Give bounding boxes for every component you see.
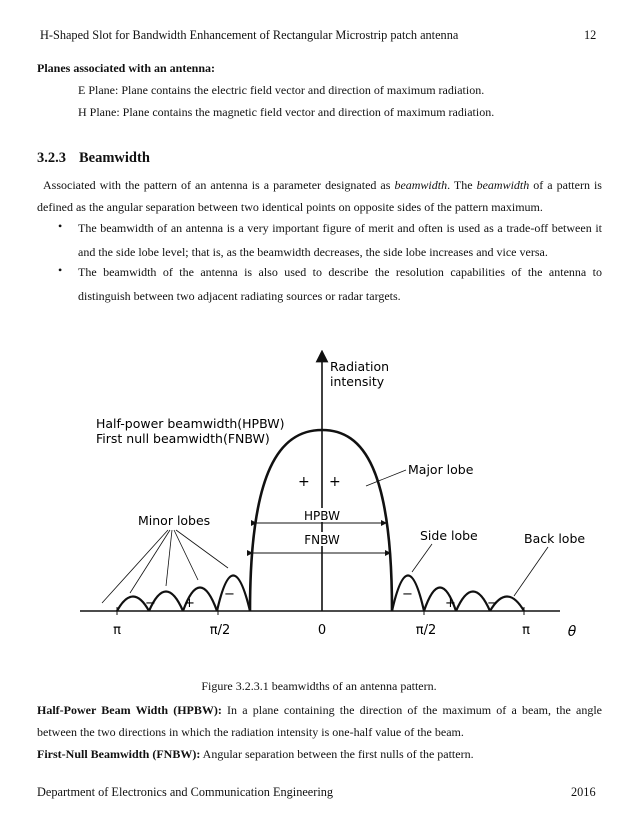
bullet-marker: • bbox=[58, 263, 63, 277]
minor-lobe-curve bbox=[456, 592, 490, 612]
major-lobe-plus-sign: + bbox=[329, 474, 341, 490]
hpbw-definition bbox=[37, 699, 602, 743]
tick-label-pi-half: π/2 bbox=[415, 623, 437, 638]
lobe-minus-sign: − bbox=[487, 596, 498, 611]
lobe-minus-sign: − bbox=[145, 596, 156, 611]
fnbw-label: FNBW bbox=[304, 533, 340, 547]
y-axis-label-line-2: intensity bbox=[330, 374, 385, 389]
bullet-marker: • bbox=[58, 219, 63, 233]
hpbw-label: HPBW bbox=[304, 509, 340, 523]
running-header-title: H-Shaped Slot for Bandwidth Enhancement of Rectangular Microstrip patch antenna bbox=[40, 28, 459, 42]
hpbw-term: Half-Power Beam Width (HPBW): bbox=[37, 703, 222, 717]
major-lobe-leader bbox=[366, 470, 406, 486]
fnbw-definition-text: Angular separation between the first nulls of the pattern. bbox=[200, 747, 474, 761]
major-lobe-label: Major lobe bbox=[408, 462, 474, 477]
lobe-plus-sign: + bbox=[445, 596, 456, 611]
intro-paragraph bbox=[37, 174, 602, 218]
hpbw-legend: Half-power beamwidth(HPBW) bbox=[96, 416, 285, 431]
side-lobe-label: Side lobe bbox=[420, 528, 478, 543]
tick-label-minus-pi-half: π/2 bbox=[209, 623, 231, 638]
section-heading bbox=[37, 150, 150, 167]
footer-department: Department of Electronics and Communication Engineering bbox=[37, 785, 334, 799]
bullet-item-2: The beamwidth of the antenna is also used to describe the resolution capabilities of the antenna to distinguish between two adjacent radiating sources or radar targets. bbox=[78, 265, 602, 303]
lobe-minus-sign: − bbox=[224, 587, 235, 602]
minor-lobes-leader bbox=[130, 530, 170, 593]
section-number: 3.2.3 bbox=[37, 150, 66, 166]
bullet-item-1: The beamwidth of an antenna is a very important figure of merit and often is used as a trade-off between it and the side lobe level; that is, as the beamwidth decreases, the side lobe increases and vice versa. bbox=[78, 221, 602, 259]
y-axis-label-line-1: Radiation bbox=[330, 359, 390, 374]
lobe-plus-sign: + bbox=[184, 596, 195, 611]
minor-lobes-leader bbox=[176, 530, 228, 568]
fnbw-term: First-Null Beamwidth (FNBW): bbox=[37, 747, 201, 761]
page-number: 12 bbox=[584, 28, 597, 42]
tick-label-minus-pi: π bbox=[113, 623, 121, 638]
intro-emphasis-1: beamwidth bbox=[394, 178, 448, 192]
beamwidth-figure bbox=[80, 350, 590, 650]
back-lobe-leader bbox=[514, 547, 548, 596]
minor-lobes-leader bbox=[166, 530, 172, 586]
fnbw-legend: First null beamwidth(FNBW) bbox=[96, 431, 270, 446]
tick-label-zero: 0 bbox=[317, 623, 327, 638]
back-lobe-label: Back lobe bbox=[524, 531, 586, 546]
major-lobe-plus-sign: + bbox=[298, 474, 310, 490]
minor-lobes-label: Minor lobes bbox=[138, 513, 211, 528]
figure-caption: Figure 3.2.3.1 beamwidths of an antenna pattern. bbox=[201, 679, 437, 693]
lobe-minus-sign: − bbox=[402, 587, 413, 602]
side-lobe-leader bbox=[412, 544, 432, 572]
planes-heading: Planes associated with an antenna: bbox=[37, 61, 216, 75]
section-title: Beamwidth bbox=[79, 150, 150, 166]
intro-emphasis-2: beamwidth bbox=[476, 178, 530, 192]
fnbw-definition bbox=[37, 743, 602, 765]
h-plane-text: H Plane: Plane contains the magnetic field vector and direction of maximum radiation. bbox=[78, 105, 495, 119]
axis-theta-label: θ bbox=[567, 624, 577, 640]
footer-year: 2016 bbox=[571, 785, 596, 799]
hpbw-definition-text: In a plane containing the direction of the maximum of a beam, the angle between the two directions in which the radiation intensity is one-half value of the beam. bbox=[37, 703, 602, 739]
intro-text-c: of a pattern is defined as the angular separation between two identical points on opposite sides of the pattern maximum. bbox=[37, 178, 602, 214]
intro-text-a: Associated with the pattern of an antenna is a parameter designated as bbox=[43, 178, 395, 192]
minor-lobes-leader bbox=[102, 530, 168, 603]
tick-label-pi: π bbox=[522, 623, 530, 638]
e-plane-text: E Plane: Plane contains the electric field vector and direction of maximum radiation. bbox=[78, 83, 485, 97]
intro-text-b: . The bbox=[447, 178, 477, 192]
